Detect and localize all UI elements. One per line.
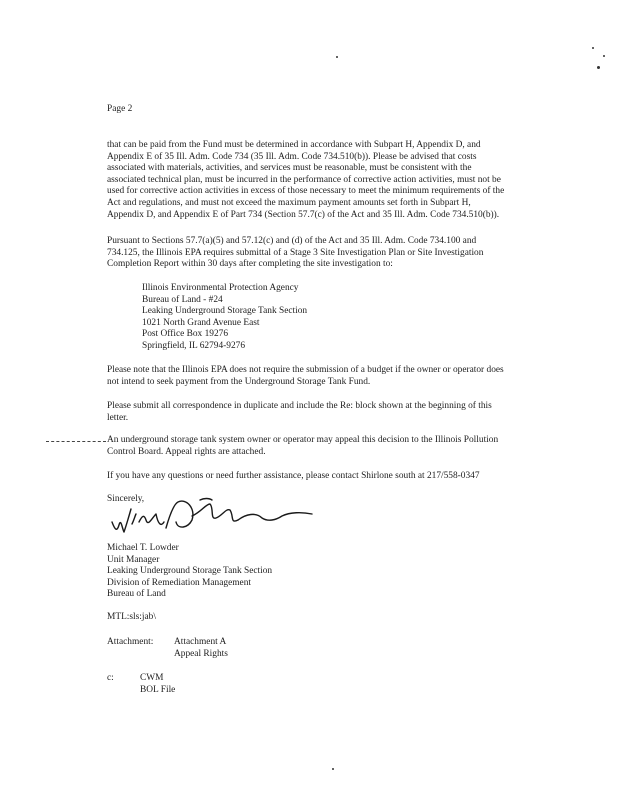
mailing-address — [142, 283, 307, 353]
address-line: Springfield, IL 62794-9276 — [142, 340, 246, 351]
cc-item: CWM — [140, 673, 164, 683]
paragraph-line: Control Board. Appeal rights are attached. — [107, 446, 266, 457]
paragraph-contact — [107, 471, 480, 483]
paragraph-line: Please submit all correspondence in duplicate and include the Re: block shown at the beginning of this — [107, 401, 492, 411]
paragraph-budget-note — [107, 365, 504, 388]
signer-line: Leaking Underground Storage Tank Section — [107, 566, 273, 577]
paragraph-line: An underground storage tank system owner or operator may appeal this decision to the Illinois Pollution — [107, 435, 499, 445]
signer-line: Division of Remediation Management — [107, 577, 251, 588]
paragraph-fund-costs — [107, 140, 504, 221]
signature-image — [106, 494, 316, 544]
address-line: Post Office Box 19276 — [142, 329, 229, 340]
address-line: 1021 North Grand Avenue East — [142, 317, 260, 328]
paragraph-line: Appendix D, and Appendix E of Part 734 (Section 57.7(c) of the Act and 35 Ill. Adm. Code 734.510(b)). — [107, 209, 500, 220]
signer-line: Unit Manager — [107, 554, 160, 565]
signer-line: Michael T. Lowder — [107, 543, 179, 553]
signer-line: Bureau of Land — [107, 589, 166, 600]
scan-speck — [332, 768, 334, 770]
attachment-item: Appeal Rights — [174, 648, 228, 659]
paragraph-line: that can be paid from the Fund must be determined in accordance with Subpart H, Appendix D, and — [107, 140, 481, 150]
paragraph-submittal — [107, 236, 483, 271]
paragraph-line: Completion Report within 30 days after completing the site investigation to: — [107, 259, 393, 270]
cc-item: BOL File — [140, 684, 176, 695]
paragraph-line: letter. — [107, 412, 129, 423]
address-line: Leaking Underground Storage Tank Section — [142, 306, 308, 317]
cc-list — [140, 673, 175, 696]
paragraph-line: associated technical plan, must be incurred in the performance of corrective action activities, must not be — [107, 174, 501, 185]
attachment-item: Attachment A — [174, 637, 227, 647]
scan-speck — [592, 47, 594, 49]
paragraph-appeal — [107, 435, 498, 458]
signer-block — [107, 543, 272, 601]
scan-speck — [336, 56, 338, 58]
attachment-label: Attachment: — [107, 637, 154, 647]
paragraph-line: Pursuant to Sections 57.7(a)(5) and 57.12(c) and (d) of the Act and 35 Ill. Adm. Code 734.100 and — [107, 236, 477, 246]
typist-initials: MTL:sls:jab\ — [107, 612, 156, 622]
address-line: Bureau of Land - #24 — [142, 294, 223, 305]
page-label: Page 2 — [107, 104, 133, 114]
paragraph-line: Appendix E of 35 Ill. Adm. Code 734 (35 Ill. Adm. Code 734.510(b)). Please be advised that costs — [107, 151, 477, 162]
scan-speck — [603, 55, 605, 57]
paragraph-line: used for corrective action activities in excess of those necessary to meet the minimum requirements of the — [107, 186, 505, 197]
cc-label: c: — [107, 673, 114, 683]
paragraph-line: Please note that the Illinois EPA does not require the submission of a budget if the owner or operator does — [107, 365, 504, 375]
paragraph-correspondence — [107, 401, 492, 424]
closing: Sincerely, — [107, 494, 145, 504]
paragraph-line: associated with materials, activities, and services must be reasonable, must be consistent with the — [107, 163, 472, 174]
address-line: Illinois Environmental Protection Agency — [142, 283, 299, 293]
margin-dash-line — [46, 441, 106, 442]
paragraph-line: Act and regulations, and must not exceed the maximum payment amounts set forth in Subpart H, — [107, 197, 471, 208]
attachment-list — [174, 637, 228, 660]
scan-speck — [597, 66, 600, 69]
paragraph-line: 734.125, the Illinois EPA requires submittal of a Stage 3 Site Investigation Plan or Site Investigation — [107, 247, 484, 258]
paragraph-line: If you have any questions or need further assistance, please contact Shirlone south at 217/558-0347 — [107, 471, 480, 481]
paragraph-line: not intend to seek payment from the Underground Storage Tank Fund. — [107, 376, 371, 387]
